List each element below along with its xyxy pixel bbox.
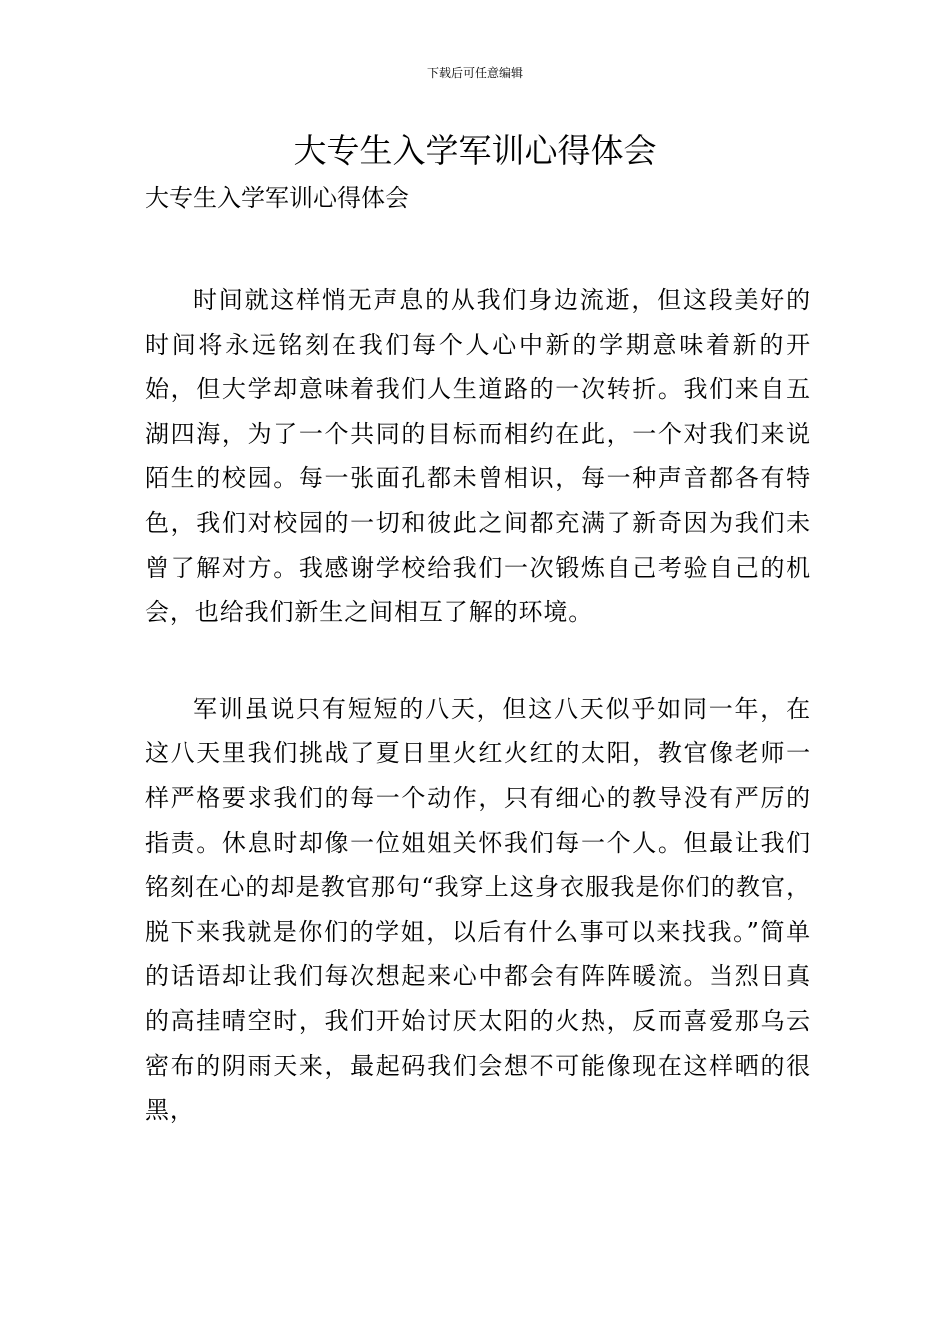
header-note: 下载后可任意编辑 xyxy=(426,66,523,80)
document-title: 大专生入学军训心得体会 xyxy=(293,131,657,170)
document-body xyxy=(145,278,811,1133)
document-subtitle: 大专生入学军训心得体会 xyxy=(145,184,409,212)
paragraph-2: 军训虽说只有短短的八天，但这八天似乎如同一年，在这八天里我们挑战了夏日里火红火红的太阳，教官像老师一样严格要求我们的每一个动作，只有细心的教导没有严厉的指责。休息时却像一位姐姐关怀我们每一个人。但最让我们铭刻在心的却是教官那句“我穿上这身衣服我是你们的教官，脱下来我就是你们的学姐，以后有什么事可以来找我。”简单的话语却让我们每次想起来心中都会有阵阵暖流。当烈日真的高挂晴空时，我们开始讨厌太阳的火热，反而喜爱那乌云密布的阴雨天来，最起码我们会想不可能像现在这样晒的很黑， xyxy=(145,694,811,1125)
paragraph-1: 时间就这样悄无声息的从我们身边流逝，但这段美好的时间将永远铭刻在我们每个人心中新的学期意味着新的开始，但大学却意味着我们人生道路的一次转折。我们来自五湖四海，为了一个共同的目标而相约在此，一个对我们来说陌生的校园。每一张面孔都未曾相识，每一种声音都各有特色，我们对校园的一切和彼此之间都充满了新奇因为我们未曾了解对方。我感谢学校给我们一次锻炼自己考验自己的机会，也给我们新生之间相互了解的环境。 xyxy=(145,286,811,627)
